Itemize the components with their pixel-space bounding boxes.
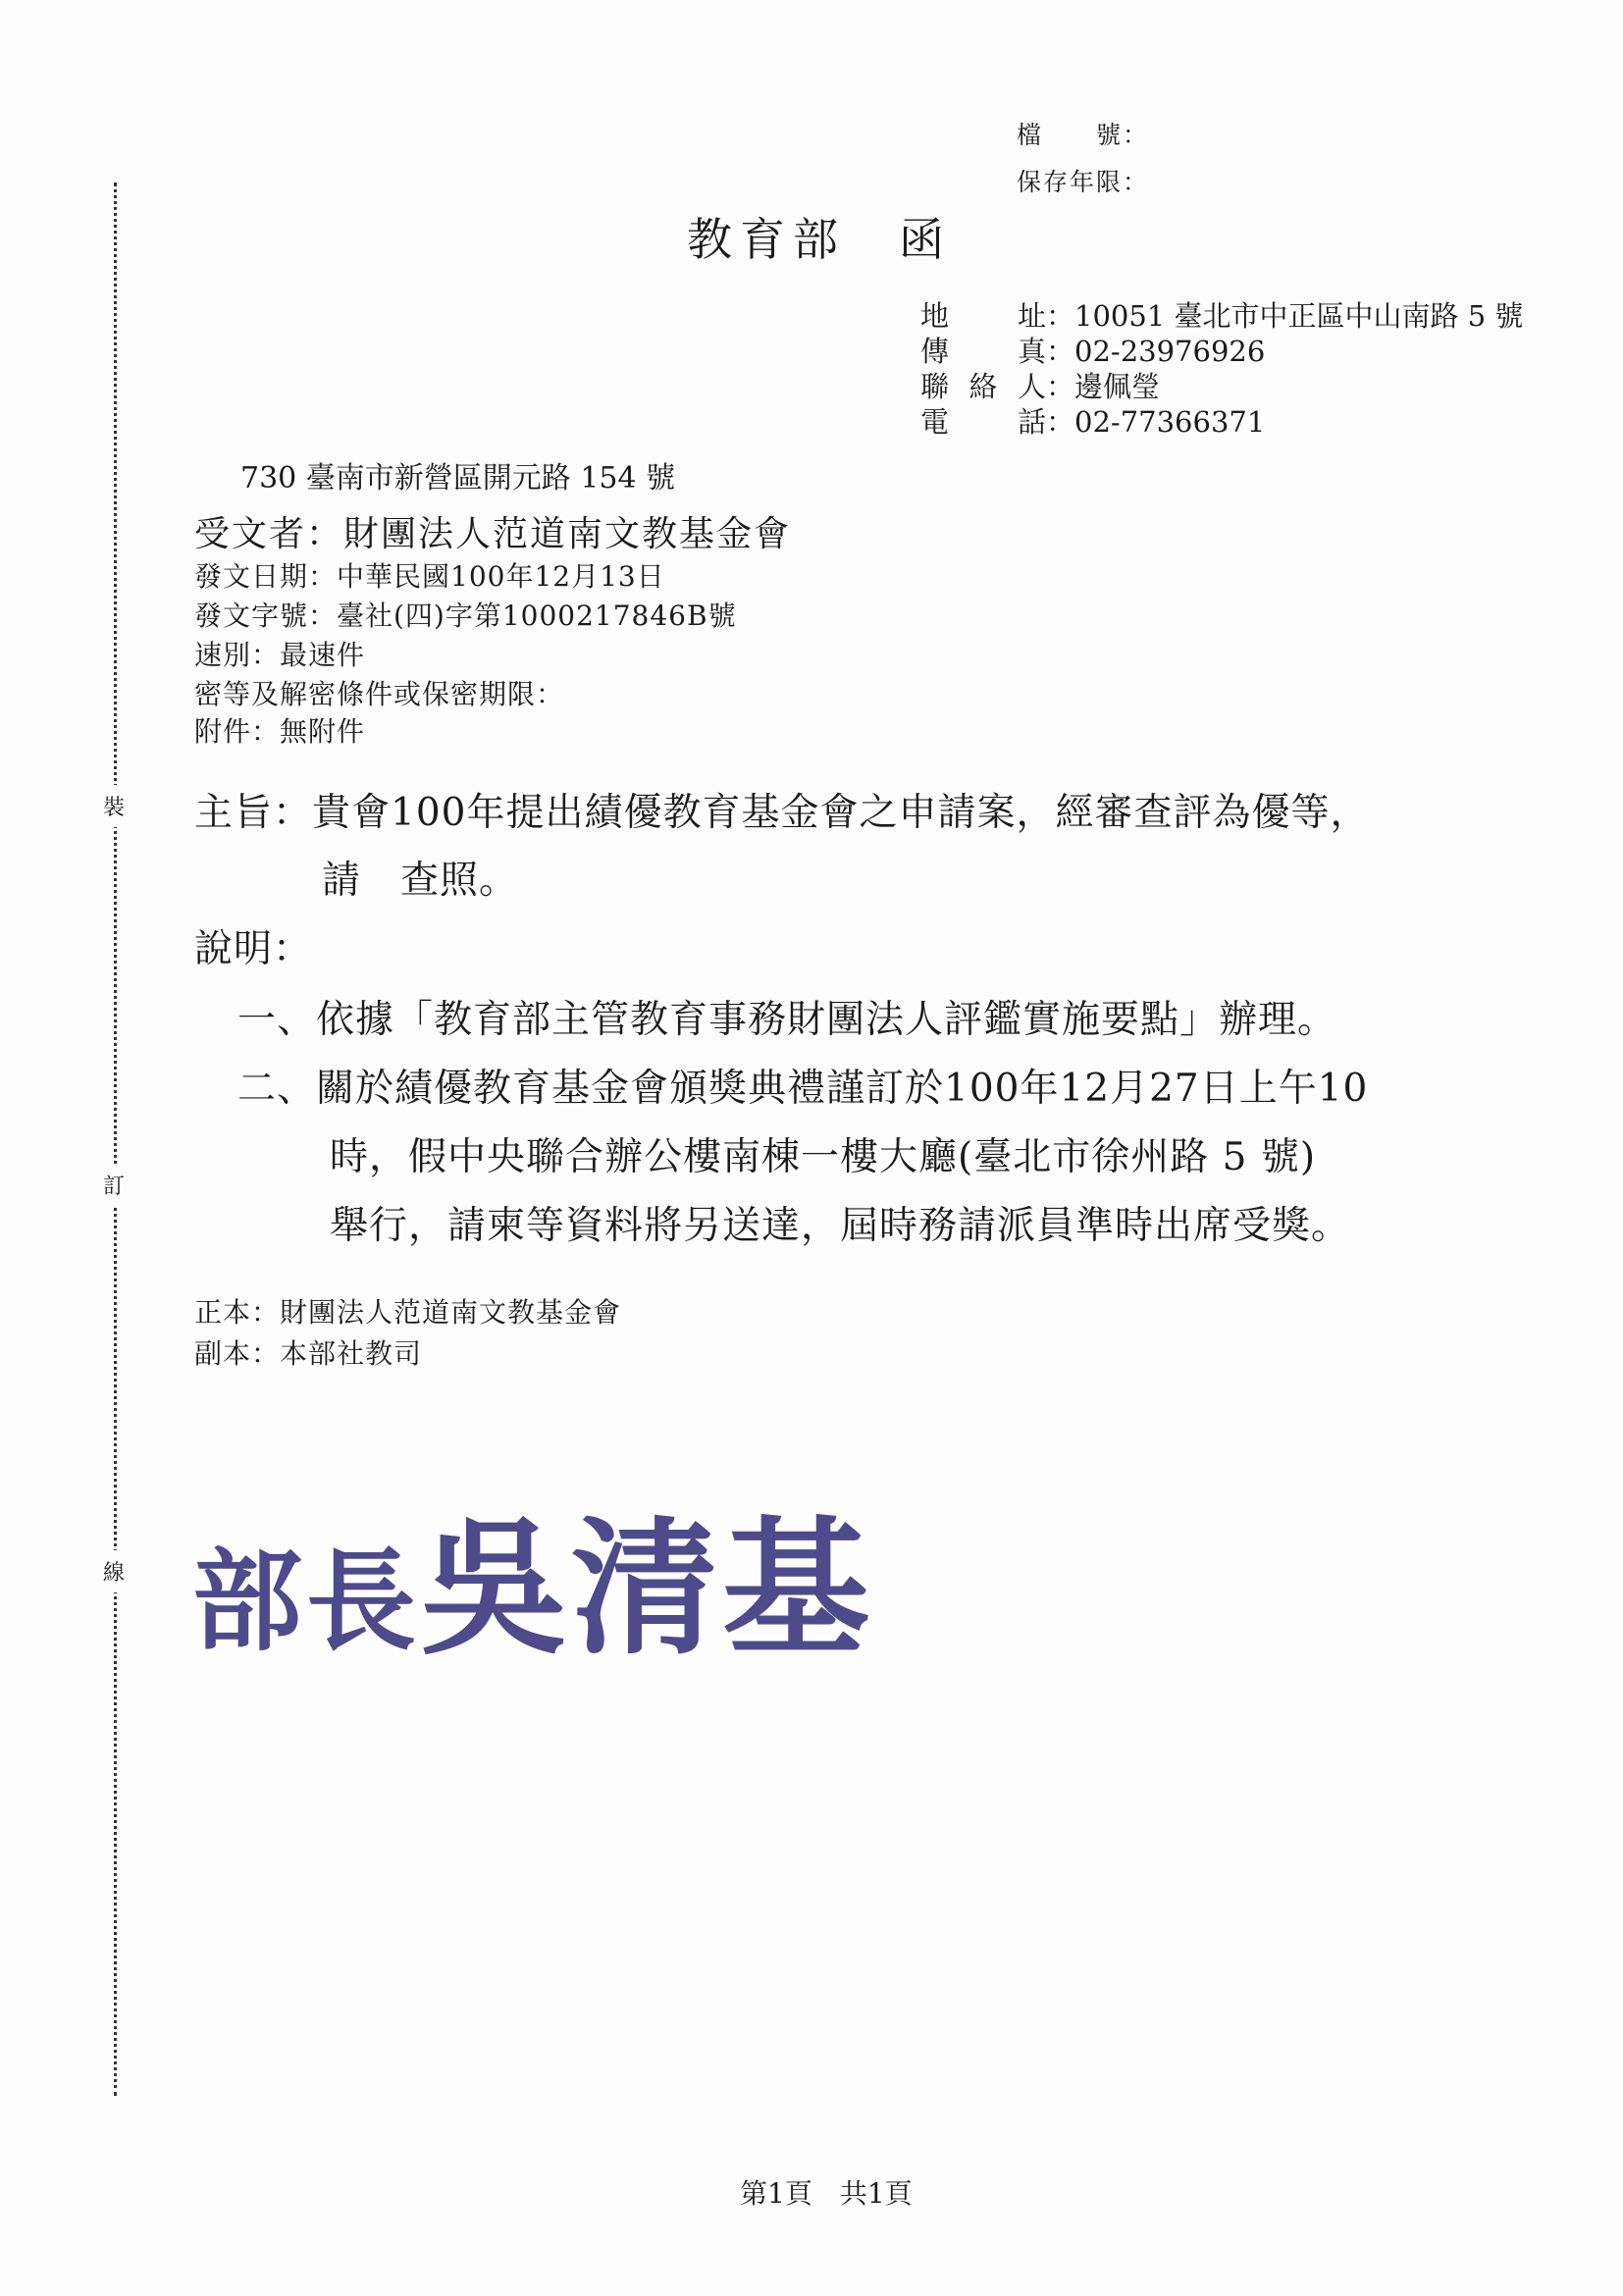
- minister-signature-stamp: [192, 1470, 873, 1682]
- person-value: ：邊佩瑩: [1046, 370, 1161, 403]
- phone-value: ：02-77366371: [1046, 405, 1266, 439]
- original-copy: 正本：財團法人范道南文教基金會: [194, 1296, 622, 1329]
- binding-mark-ding: 訂: [103, 1164, 125, 1206]
- document-title: 教育部 函: [687, 213, 952, 266]
- issue-number: 發文字號：臺社(四)字第1000217846B號: [194, 600, 737, 632]
- stamp-name: 吳清基: [420, 1502, 874, 1675]
- issue-date: 發文日期：中華民國100年12月13日: [194, 560, 665, 593]
- retention-label: 保存年限：: [1017, 168, 1150, 196]
- explanation-heading: 說明：: [194, 927, 313, 971]
- file-number-label: 檔 號：: [1017, 121, 1150, 149]
- fax-value: ：02-23976926: [1046, 335, 1266, 368]
- contact-address-row: [920, 298, 1523, 334]
- explanation-item1: 一、依據「教育部主管教育事務財團法人評鑑實施要點」辦理。: [237, 998, 1337, 1042]
- explanation-item2-line3: 舉行，請柬等資料將另送達，屆時務請派員準時出席受獎。: [330, 1204, 1351, 1248]
- page-footer: 第1頁 共1頁: [740, 2177, 913, 2210]
- contact-fax-row: [920, 334, 1523, 369]
- binding-mark-xian: 線: [103, 1550, 125, 1592]
- subject-line2: 請 查照。: [322, 859, 519, 903]
- person-label: 聯絡人: [920, 370, 1046, 403]
- phone-label: 電 話: [920, 405, 1046, 439]
- subject-line1: 主旨：貴會100年提出績優教育基金會之申請案，經審查評為優等，: [194, 791, 1370, 835]
- security-level: 密等及解密條件或保密期限：: [194, 678, 565, 710]
- fax-label: 傳 真: [920, 335, 1046, 368]
- address-value: ：10051 臺北市中正區中山南路 5 號: [1046, 299, 1524, 333]
- binding-dotted-line: [114, 183, 117, 2096]
- stamp-title: 部長: [192, 1538, 420, 1666]
- contact-block: [920, 298, 1523, 440]
- duplicate-copy: 副本：本部社教司: [194, 1337, 423, 1370]
- attachment: 附件：無附件: [194, 715, 366, 748]
- contact-person-row: [920, 369, 1523, 404]
- recipient: 受文者：財團法人范道南文教基金會: [194, 514, 792, 554]
- address-label: 地 址: [920, 299, 1046, 333]
- speed: 速別：最速件: [194, 639, 366, 671]
- explanation-item2-line2: 時，假中央聯合辦公樓南棟一樓大廳(臺北市徐州路 5 號): [330, 1135, 1317, 1179]
- binding-mark-zhuang: 裝: [103, 785, 125, 827]
- recipient-address: 730 臺南市新營區開元路 154 號: [240, 461, 676, 496]
- contact-phone-row: [920, 404, 1523, 440]
- explanation-item2-line1: 二、關於績優教育基金會頒獎典禮謹訂於100年12月27日上午10: [237, 1067, 1369, 1111]
